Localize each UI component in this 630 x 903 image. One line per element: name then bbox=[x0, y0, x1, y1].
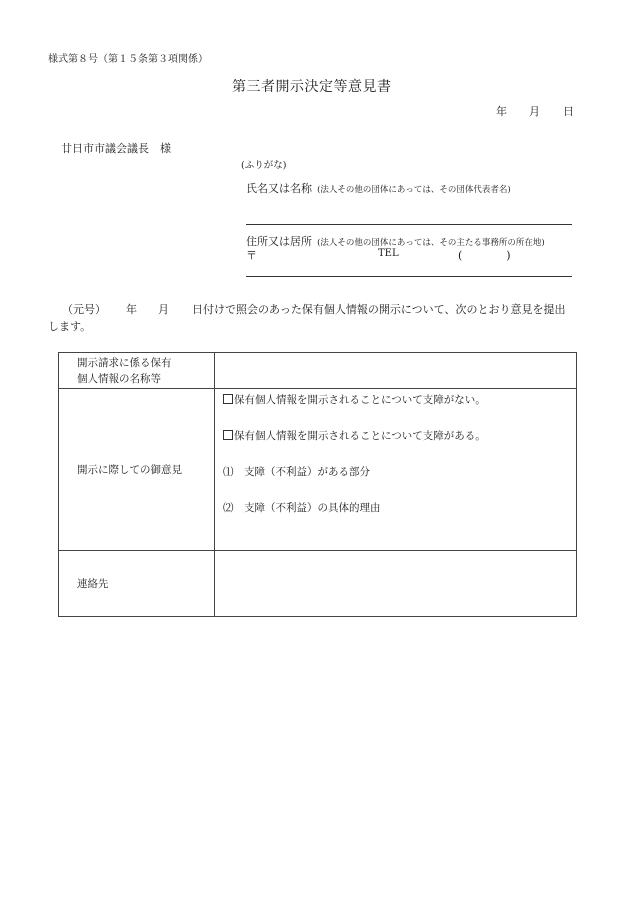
option-no-objection[interactable] bbox=[223, 393, 576, 429]
date-month-label: 月 bbox=[529, 105, 540, 118]
postal-mark: 〒 bbox=[246, 249, 257, 262]
row1-label-line2: 個人情報の名称等 bbox=[77, 372, 161, 385]
contact-field[interactable] bbox=[215, 551, 577, 617]
opinion-table bbox=[58, 352, 577, 617]
intro-year: 年 bbox=[126, 303, 137, 316]
date-day-label: 日 bbox=[563, 105, 574, 118]
row1-label-line1: 開示請求に係る保有 bbox=[77, 356, 172, 369]
info-name-field[interactable] bbox=[215, 353, 577, 389]
address-underline bbox=[246, 276, 572, 277]
intro-text-line2: します。 bbox=[48, 320, 92, 333]
name-underline bbox=[246, 224, 572, 225]
name-field[interactable] bbox=[246, 177, 511, 196]
name-note: (法人その他の団体にあっては、その団体代表者名) bbox=[317, 185, 511, 195]
intro-text-line1: 日付けで照会のあった保有個人情報の開示について、次のとおり意見を提出 bbox=[192, 303, 566, 316]
address-note: (法人その他の団体にあっては、その主たる事務所の所在地) bbox=[317, 238, 545, 248]
row3-label: 連絡先 bbox=[59, 551, 215, 617]
option-no-objection-label: 保有個人情報を開示されることについて支障がない。 bbox=[234, 394, 486, 406]
tel-field[interactable]: ( ) bbox=[458, 249, 511, 262]
opinion-field bbox=[215, 389, 577, 551]
objection-reason-item: ⑵ 支障（不利益）の具体的理由 bbox=[223, 502, 381, 514]
addressee: 廿日市市議会議長 様 bbox=[61, 142, 171, 155]
checkbox-no-objection[interactable] bbox=[223, 394, 233, 404]
table-row bbox=[59, 353, 577, 389]
table-row bbox=[59, 389, 577, 551]
row2-label: 開示に際しての御意見 bbox=[59, 389, 215, 551]
intro-month: 月 bbox=[158, 303, 169, 316]
option-objection[interactable] bbox=[223, 429, 576, 465]
date-year-label: 年 bbox=[496, 105, 507, 118]
furigana-label: (ふりがな) bbox=[241, 160, 287, 171]
checkbox-objection[interactable] bbox=[223, 430, 233, 440]
objection-part-item: ⑴ 支障（不利益）がある部分 bbox=[223, 466, 370, 478]
page-title: 第三者開示決定等意見書 bbox=[232, 79, 392, 95]
address-label: 住所又は居所 bbox=[246, 235, 312, 248]
option-objection-label: 保有個人情報を開示されることについて支障がある。 bbox=[234, 430, 486, 442]
row1-label bbox=[59, 353, 215, 389]
table-row bbox=[59, 551, 577, 617]
intro-era: （元号） bbox=[62, 303, 106, 316]
form-number: 様式第８号（第１５条第３項関係） bbox=[48, 54, 208, 65]
name-label: 氏名又は名称 bbox=[246, 182, 312, 195]
tel-label: TEL bbox=[378, 248, 399, 259]
